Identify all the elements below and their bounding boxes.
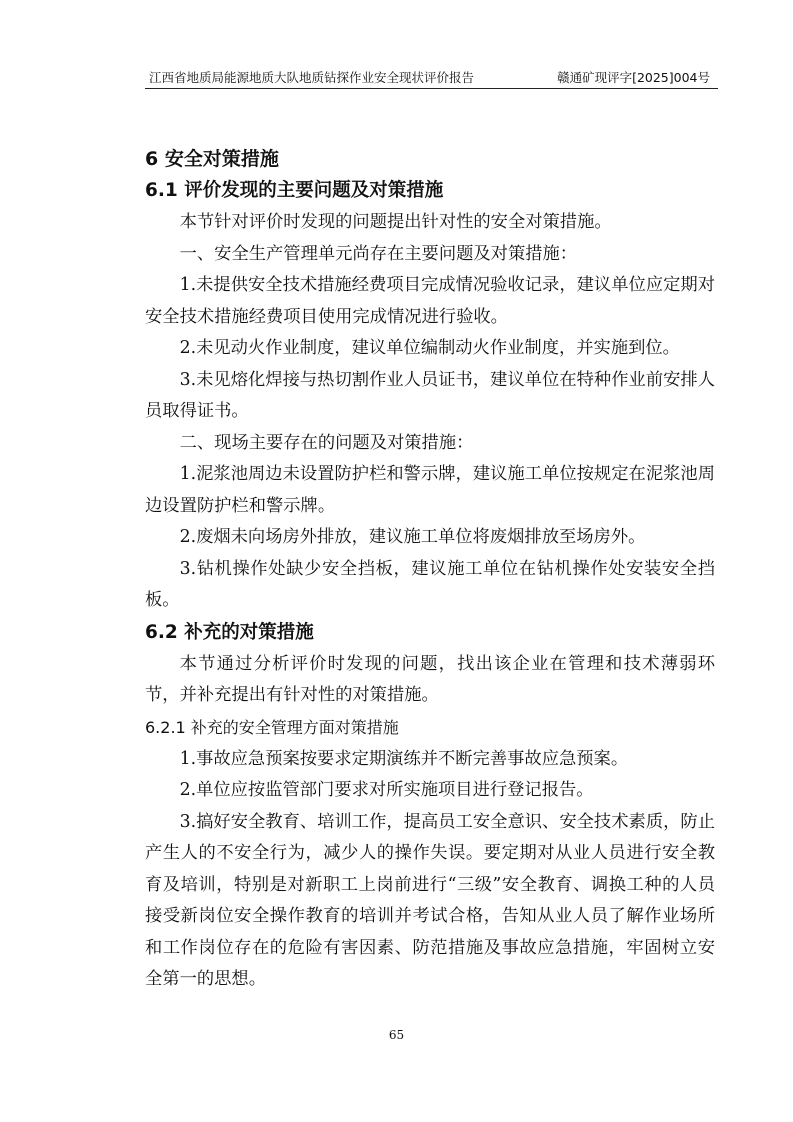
management-measure-2: 2.单位应按监管部门要求对所实施项目进行登记报告。 [179, 780, 594, 800]
management-measure-3: 3.搞好安全教育、培训工作，提高员工安全意识、安全技术素质，防止产生人的不安全行为，减少人的操作失误。要定期对从业人员进行安全教育及培训，特别是对新职工上岗前进行“三级”安全教育、调换工种的人员接受新岗位安全操作教育的培训并考试合格，告知从业人员了解作业场所和工作岗位存在的危险有害因素、防范措施及事故应急措施，牢固树立安全第一的思想。 [145, 811, 715, 989]
document-number: 赣通矿现评字[2025]004号 [557, 70, 710, 85]
section-6-heading: 6 安全对策措施 [145, 148, 279, 170]
site-issue-2: 2.废烟未向场房外排放，建议施工单位将废烟排放至场房外。 [179, 527, 646, 547]
section-6-1-heading: 6.1 评价发现的主要问题及对策措施 [145, 180, 444, 201]
section-6-2-intro: 本节通过分析评价时发现的问题，找出该企业在管理和技术薄弱环节，并补充提出有针对性的对策措施。 [145, 653, 715, 705]
management-issues-heading: 一、安全生产管理单元尚存在主要问题及对策措施： [179, 243, 578, 264]
site-issue-1: 1.泥浆池周边未设置防护栏和警示牌，建议施工单位按规定在泥浆池周边设置防护栏和警示牌。 [145, 464, 715, 516]
section-6-2-1-heading: 6.2.1 补充的安全管理方面对策措施 [145, 717, 399, 737]
section-6-2-heading: 6.2 补充的对策措施 [145, 621, 314, 643]
page-number: 65 [388, 1028, 405, 1042]
management-issue-2: 2.未见动火作业制度，建议单位编制动火作业制度，并实施到位。 [179, 338, 680, 358]
page-content [145, 143, 715, 996]
management-issue-3: 3.未见熔化焊接与热切割作业人员证书，建议单位在特种作业前安排人员取得证书。 [145, 369, 715, 421]
report-title: 江西省地质局能源地质大队地质钻探作业安全现状评价报告 [149, 70, 475, 85]
site-issues-heading: 二、现场主要存在的问题及对策措施： [179, 432, 474, 453]
section-6-1-intro: 本节针对评价时发现的问题提出针对性的安全对策措施。 [179, 212, 612, 232]
page-header [145, 66, 718, 89]
management-issue-1: 1.未提供安全技术措施经费项目完成情况验收记录，建议单位应定期对安全技术措施经费项目使用完成情况进行验收。 [145, 275, 715, 327]
site-issue-3: 3.钻机操作处缺少安全挡板，建议施工单位在钻机操作处安装安全挡板。 [145, 558, 715, 610]
management-measure-1: 1.事故应急预案按要求定期演练并不断完善事故应急预案。 [179, 748, 629, 769]
